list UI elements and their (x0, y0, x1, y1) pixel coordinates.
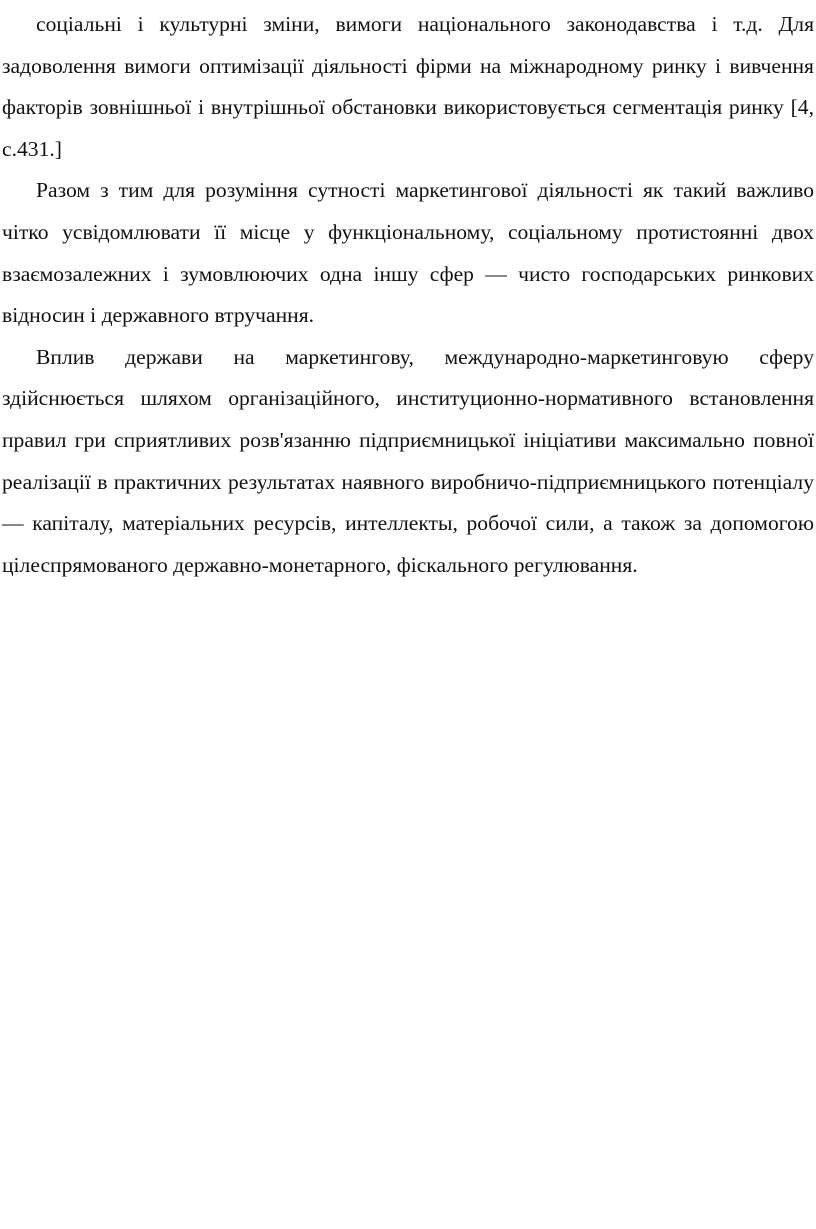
paragraph-3: Вплив держави на маркетингову, международно-маркетинговую сферу здійснюється шляхом організаційного, институционно-нормативного встановлення правил гри сприятливих розв'язанню підприємницької ініціативи максимально повної реалізації в практичних результатах наявного виробничо-підприємницького потенціалу — капіталу, матеріальних ресурсів, интеллекты, робочої сили, а також за допомогою цілеспрямованого державно-монетарного, фіскального регулювання. (2, 344, 814, 577)
paragraph-1: соціальні і культурні зміни, вимоги національного законодавства і т.д. Для задоволення вимоги оптимізації діяльності фірми на міжнародному ринку і вивчення факторів зовнішньої і внутрішньої обстановки використовується сегментація ринку [4, с.431.] (2, 12, 814, 161)
paragraph-2: Разом з тим для розуміння сутності маркетингової діяльності як такий важливо чітко усвідомлювати її місце у функціональному, соціальному протистоянні двох взаємозалежних і зумовлюючих одна іншу сфер — чисто господарських ринкових відносин і державного втручання. (2, 178, 814, 328)
document-body (2, 4, 814, 586)
